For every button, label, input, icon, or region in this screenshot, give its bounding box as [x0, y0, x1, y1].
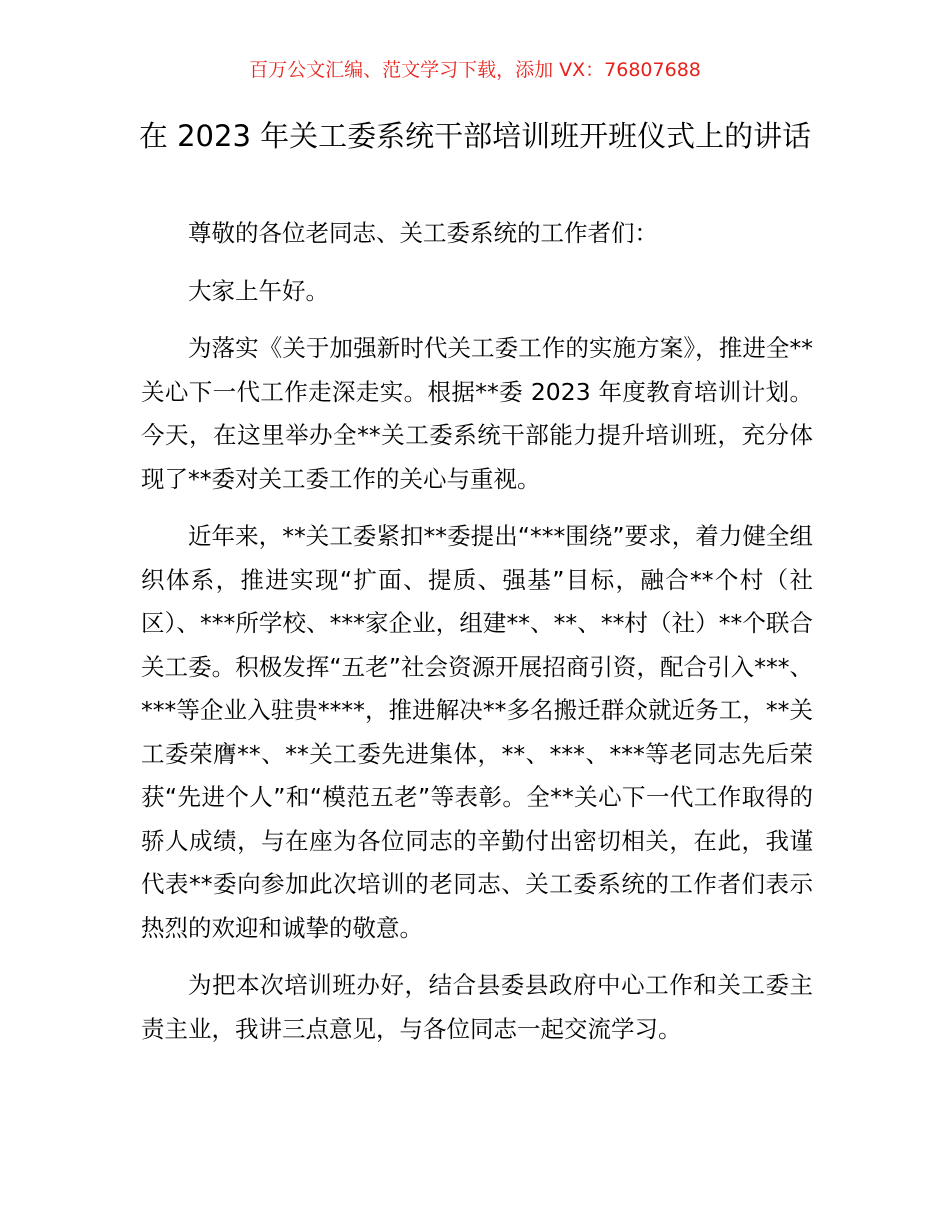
watermark-header: 百万公文汇编、范文学习下载，添加 VX：76807688	[249, 59, 701, 81]
document-title: 在 2023 年关工委系统干部培训班开班仪式上的讲话	[138, 119, 812, 153]
paragraph-salutation: 尊敬的各位老同志、关工委系统的工作者们：	[188, 219, 658, 247]
paragraph-greeting: 大家上午好。	[188, 276, 329, 305]
paragraph-purpose: 为落实《关于加强新时代关工委工作的实施方案》，推进全**关心下一代工作走深走实。根据**委 2023 年度教育培训计划。今天，在这里举办全**关工委系统干部能力提升培训班，充分体现了**委对关工委工作的关心与重视。	[141, 334, 813, 493]
paragraph-outline: 为把本次培训班办好，结合县委县政府中心工作和关工委主责主业，我讲三点意见，与各位同志一起交流学习。	[141, 971, 813, 1043]
paragraph-achievements: 近年来，**关工委紧扣**委提出“***围绕”要求，着力健全组织体系，推进实现“扩面、提质、强基”目标，融合**个村（社区）、***所学校、***家企业，组建**、**、**村（社）**个联合关工委。积极发挥“五老”社会资源开展招商引资，配合引入***、***等企业入驻贵****，推进解决**多名搬迁群众就近务工，**关工委荣膺**、**关工委先进集体，**、***、***等老同志先后荣获“先进个人”和“模范五老”等表彰。全**关心下一代工作取得的骄人成绩，与在座为各位同志的辛勤付出密切相关，在此，我谨代表**委向参加此次培训的老同志、关工委系统的工作者们表示热烈的欢迎和诚挚的敬意。	[141, 522, 813, 942]
document-body	[141, 212, 813, 1065]
